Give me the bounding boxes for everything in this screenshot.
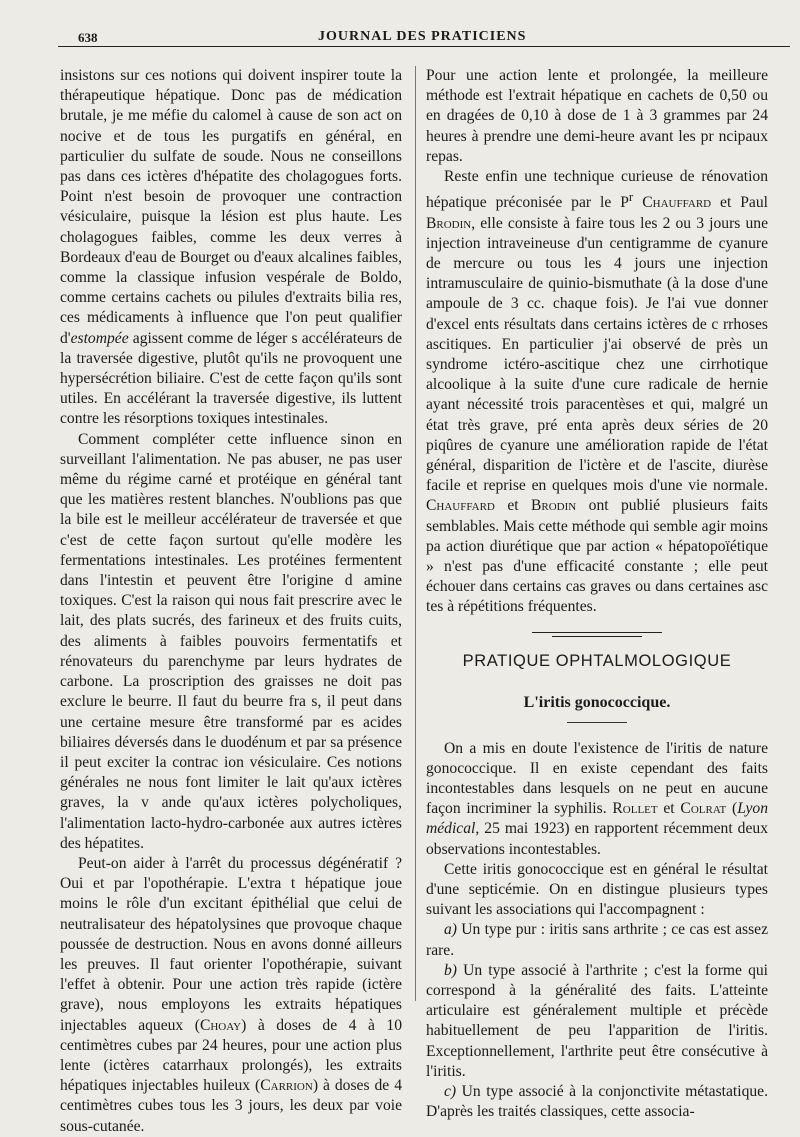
paragraph: insistons sur ces notions qui doivent inspirer toute la thérapeutique hépatique. Donc pas de médication brutale, je me méfie du calomel à cause de son act on nocive et de tous les purgatifs en général, en particulier du sulfate de soude. Nous ne conseillons pas dans ces ictères d'hépatite des cholagogues forts. Point n'est besoin de provoquer une contraction vésiculaire, puisque la lésion est plus haute. Les cholagogues faibles, comme les deux verres à Bordeaux d'eau de Bourget ou d'eaux alcalines faibles, comme la classique infusion vespérale de Boldo, comme certains cachets ou pilules d'extraits bilia res, ces médicaments à influence que l'on peut qualifier d'estompée agissent comme de léger s accélérateurs de la traversée digestive, plutôt qu'ils ne provoquent une hypersécrétion biliaire. C'est de cette façon qu'ils sont utiles. En accélérant la traversée digestive, ils luttent contre les résorptions toxiques intestinales.	[60, 67, 402, 428]
paragraph: Cette iritis gonococcique est en général le résultat d'une septicémie. On en distingue plusieurs types suivant les associations qui l'accompagnent :	[426, 860, 768, 919]
section-title: PRATIQUE OPHTALMOLOGIQUE	[462, 652, 732, 671]
list-item: a) Un type pur : iritis sans arthrite ; ce cas est assez rare.	[426, 921, 768, 959]
column-divider	[415, 66, 416, 1001]
paragraph: Peut-on aider à l'arrêt du processus dégénératif ? Oui et par l'opothérapie. L'extra t hépatique joue moins le rôle d'un excitant épithélial que celui de neutralisateur des hépatolysines que provoque chaque poussée de destruction. Nous en avons donné ailleurs les preuves. Il faut orienter l'opothérapie, suivant l'effet à obtenir. Pour une action très rapide (ictère grave), nous employons les extraits hépatiques injectables aqueux (Choay) à doses de 4 à 10 centimètres cubes par 24 heures, pour une action plus lente (ictères catarrhaux prolongés), les extraits hépatiques injectables huileux (Carrion) à doses de 4 centimètres cubes tous les 3 jours, les deux par voie sous-cutanée.	[60, 854, 402, 1135]
section-separator	[532, 632, 662, 638]
list-item: c) Un type associé à la conjonctivite métastatique. D'après les traités classiques, cette associa-	[426, 1083, 768, 1121]
paragraph: Pour une action lente et prolongée, la meilleure méthode est l'extrait hépatique en cachets de 0,50 ou en dragées de 0,10 à dose de 1 à 3 grammes par 24 heures à prendre une demi-heure avant les pr ncipaux repas.	[426, 67, 768, 165]
list-item: b) Un type associé à l'arthrite ; c'est la forme qui correspond à la généralité des faits. L'atteinte articulaire est généralement multiple et précède habituellement de peu l'apparition de l'iritis. Exceptionnellement, l'arthrite peut être consécutive à l'iritis.	[426, 961, 768, 1080]
title-rule	[567, 722, 627, 723]
paragraph: Comment compléter cette influence sinon en surveillant l'alimentation. Ne pas abuser, ne pas user même du régime carné et protéique en général tant que les matières restent blanches. N'oublions pas que la bile est le meilleur accélérateur de traversée et que c'est de cette façon surtout qu'elle modère les fermentations intestinales. Les protéines fermentent dans l'intestin et peuvent être l'origine d amine toxiques. C'est la raison qui nous fait prescrire avec le lait, des plats sucrés, des farineux et des fruits cuits, des aliments à faibles pouvoirs fermentatifs et rénovateurs du parenchyme par leurs hydrates de carbone. La proscription des graisses ne doit pas exclure le beurre. Il faut du beurre fra s, il peut dans une certaine mesure être transformé par es acides biliaires déversés dans le duodénum et par sa présence il peut exciter la contrac ion vésiculaire. Ces notions générales ne nous font limiter le lait qu'aux ictères graves, la v ande qu'aux ictères polycholiques, l'alimentation lacto-hydro-carbonée aux autres ictères des hépatites.	[60, 430, 402, 852]
paragraph: Reste enfin une technique curieuse de rénovation hépatique préconisée par le $P^r$ Chauffard et Paul Brodin, elle consiste à faire tous les 2 ou 3 jours une injection intraveineuse d'un centigramme de cyanure de mercure ou tous les 4 jours une injection intramusculaire de quinio-bismuthate (à la dose d'une ampoule de 3 cc. chaque fois). Je l'ai vue donner d'excel ents résultats dans certains ictères de c rrhoses ascitiques. En particulier j'ai observé de près un syndrome ictéro-ascitique chez une cirrhotique alcoolique à la suite d'une cure radicale de hernie ayant nécessité trois paracentèses et qui, malgré un état très grave, pré enta après deux séries de 20 piqûres de cyanure une amélioration rapide de l'état général, disparition de l'ictère et de l'ascite, diurèse facile et reprise en quelques mois d'une vie normale. Chauffard et Brodin ont publié plusieurs faits semblables. Mais cette méthode qui semble agir moins pa action diurétique que par action « hépatopoïétique » n'est pas d'une efficacité constante ; elle peut échouer dans certains cas graves ou dans certaines asc tes à répétitions fréquentes.	[426, 168, 768, 616]
paragraph: On a mis en doute l'existence de l'iritis de nature gonococcique. Il en existe cependant des faits incontestables dans lesquels on ne peut en aucune façon incriminer la syphilis. Rollet et Colrat (Lyon médical, 25 mai 1923) en rapportent récemment deux observations incontestables.	[426, 739, 768, 858]
page-header	[58, 24, 790, 47]
running-title: JOURNAL DES PRATICIENS	[318, 29, 527, 44]
article-title: L'iritis gonococcique.	[523, 694, 671, 712]
left-column	[60, 66, 402, 1137]
page-number: 638	[78, 30, 98, 45]
right-column	[426, 66, 768, 1122]
